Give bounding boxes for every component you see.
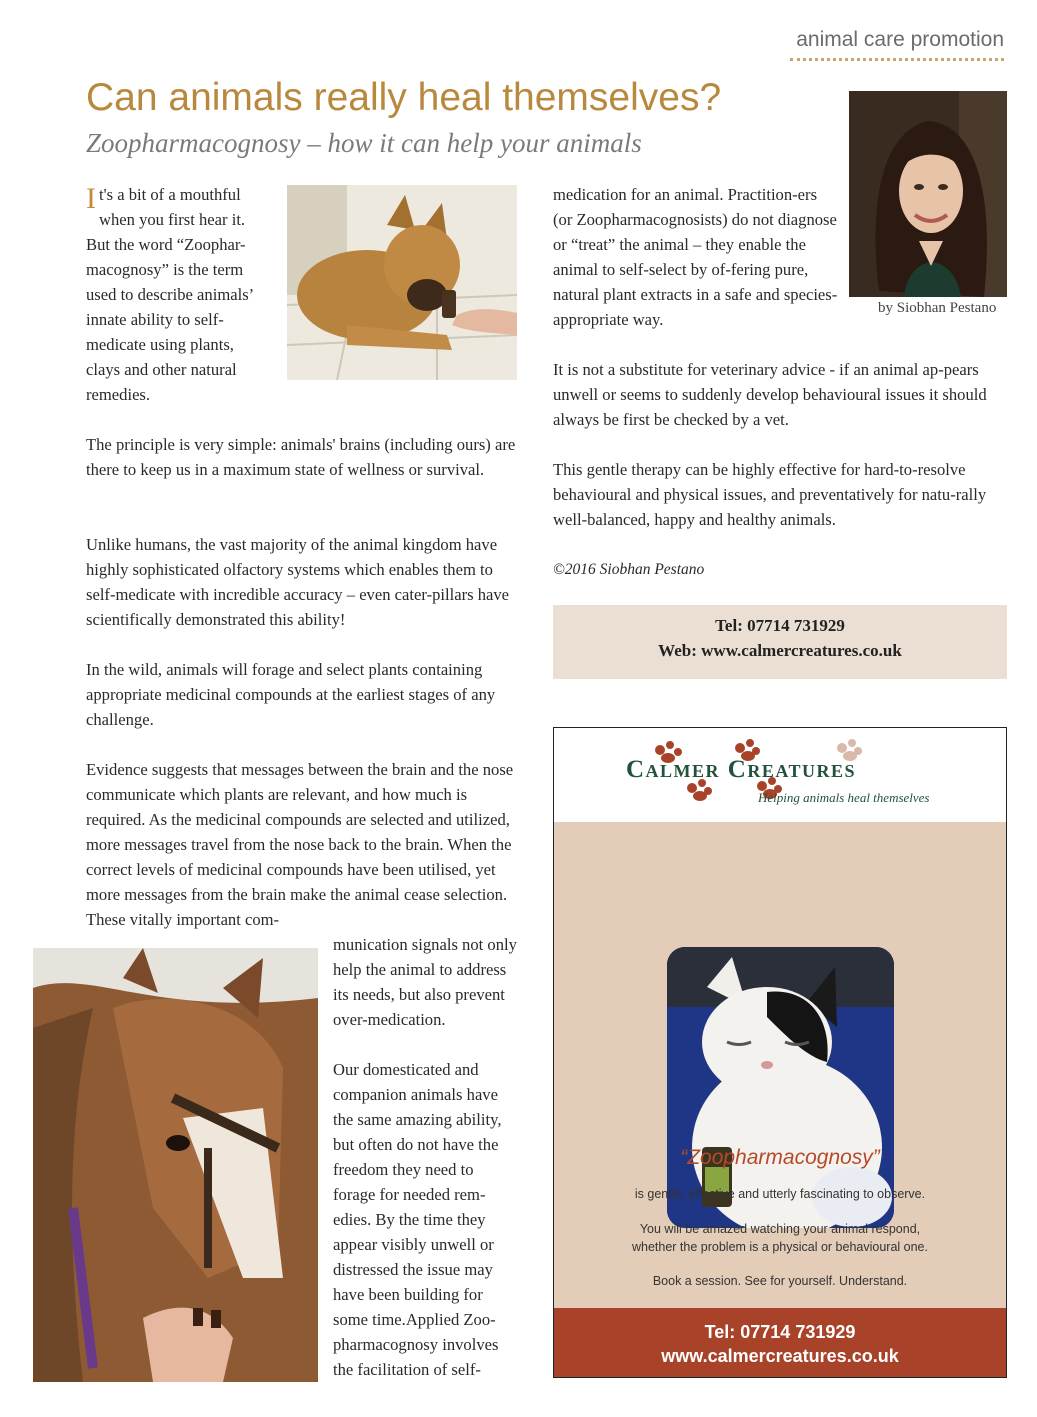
ad-line-1: is gentle, effective and utterly fascinating to observe. (634, 1187, 926, 1201)
paragraph-wild: In the wild, animals will forage and select plants containing appropriate medicinal compounds at the earliest stages of any challenge. (86, 660, 496, 729)
ad-headline: “Zoopharmacognosy” (680, 1146, 880, 1169)
horse-photo (33, 948, 318, 1382)
ad-tagline: Helping animals heal themselves (758, 790, 930, 805)
intro-line: used to describe animals’ (86, 285, 255, 304)
intro-line: t's a bit of a mouthful (99, 185, 241, 204)
dog-photo (287, 185, 517, 380)
dotted-divider (790, 58, 1004, 61)
ad-header (554, 728, 1006, 822)
author-portrait-illustration (849, 91, 1007, 297)
paragraph-principle: The principle is very simple: animals' brains (including ours) are there to keep us in a maximum state of wellness or survival. (86, 435, 516, 479)
intro-text (86, 182, 286, 407)
ad-brand: Calmer Creatures (626, 756, 857, 783)
paragraph-evidence: Evidence suggests that messages between the brain and the nose communicate which plants are relevant, and how much is required. As the medicinal compounds are selected and utilized, more messages travel from the nose back to the brain. When the correct levels of medicinal compounds have been utilised, yet more messages from the brain make the animal cease selection. These vitally important com- (86, 760, 514, 929)
intro-line: remedies. (86, 385, 151, 404)
copyright: ©2016 Siobhan Pestano (553, 561, 705, 578)
ad-body (554, 822, 1006, 1308)
author-portrait (849, 91, 1007, 297)
intro-line: clays and other natural (86, 360, 237, 379)
dog-illustration (287, 185, 517, 380)
intro-line: But the word “Zoophar- (86, 235, 246, 254)
intro-line: medicate using plants, (86, 335, 234, 354)
article-subtitle: Zoopharmacognosy – how it can help your animals (86, 128, 642, 158)
ad-line-3: whether the problem is a physical or behavioural one. (631, 1240, 928, 1254)
ad-line-2: You will be amazed watching your animal respond, (639, 1222, 921, 1236)
intro-paragraph (86, 182, 286, 407)
ad-contact-band (554, 1308, 1006, 1377)
paragraph-domesticated: Our domesticated and companion animals have the same amazing ability, but often do not have the freedom they need to forage for needed rem-edies. By the time they appear visibly unwell or distressed the issue may have been building for some time.Applied Zoo-pharmacognosy involves the facilitation of self- (333, 1060, 502, 1379)
paragraph-practitioners: medication for an animal. Practition-ers (or Zoopharmacognosists) do not diagnose or “treat” the animal – they enable the animal to self-select by of-fering pure, natural plant extracts in a safe and species-appropriate way. (553, 185, 838, 329)
contact-phone: Tel: 07714 731929 (715, 616, 845, 635)
intro-line: innate ability to self- (86, 310, 224, 329)
drop-cap: I (86, 182, 96, 215)
paragraph-olfactory: Unlike humans, the vast majority of the animal kingdom have highly sophisticated olfactory systems which enables them to self-medicate with incredible accuracy – even cater-pillars have scientifically demonstrated this ability! (86, 535, 510, 629)
contact-website[interactable]: Web: www.calmercreatures.co.uk (658, 641, 902, 660)
ad-line-4: Book a session. See for yourself. Understand. (652, 1274, 908, 1288)
ad-website[interactable]: www.calmercreatures.co.uk (661, 1346, 899, 1366)
ad-phone: Tel: 07714 731929 (704, 1322, 856, 1342)
section-label: animal care promotion (796, 28, 1004, 51)
paragraph-signals: munication signals not only help the animal to address its needs, but also prevent over-medication. (333, 935, 517, 1029)
contact-box (553, 605, 1007, 679)
paragraph-vet-advice: It is not a substitute for veterinary advice - if an animal ap-pears unwell or seems to suddenly develop behavioural issues it should always be first be checked by a vet. (553, 360, 987, 429)
author-byline: by Siobhan Pestano (878, 300, 997, 316)
paragraph-therapy: This gentle therapy can be highly effective for hard-to-resolve behavioural and physical issues, and preventatively for natu-rally well-balanced, happy and healthy animals. (553, 460, 987, 529)
intro-line: when you first hear it. (99, 210, 246, 229)
horse-illustration (33, 948, 318, 1382)
calmer-creatures-ad (553, 727, 1007, 1378)
article-title: Can animals really heal themselves? (86, 76, 722, 119)
intro-line: macognosy” is the term (86, 260, 244, 279)
